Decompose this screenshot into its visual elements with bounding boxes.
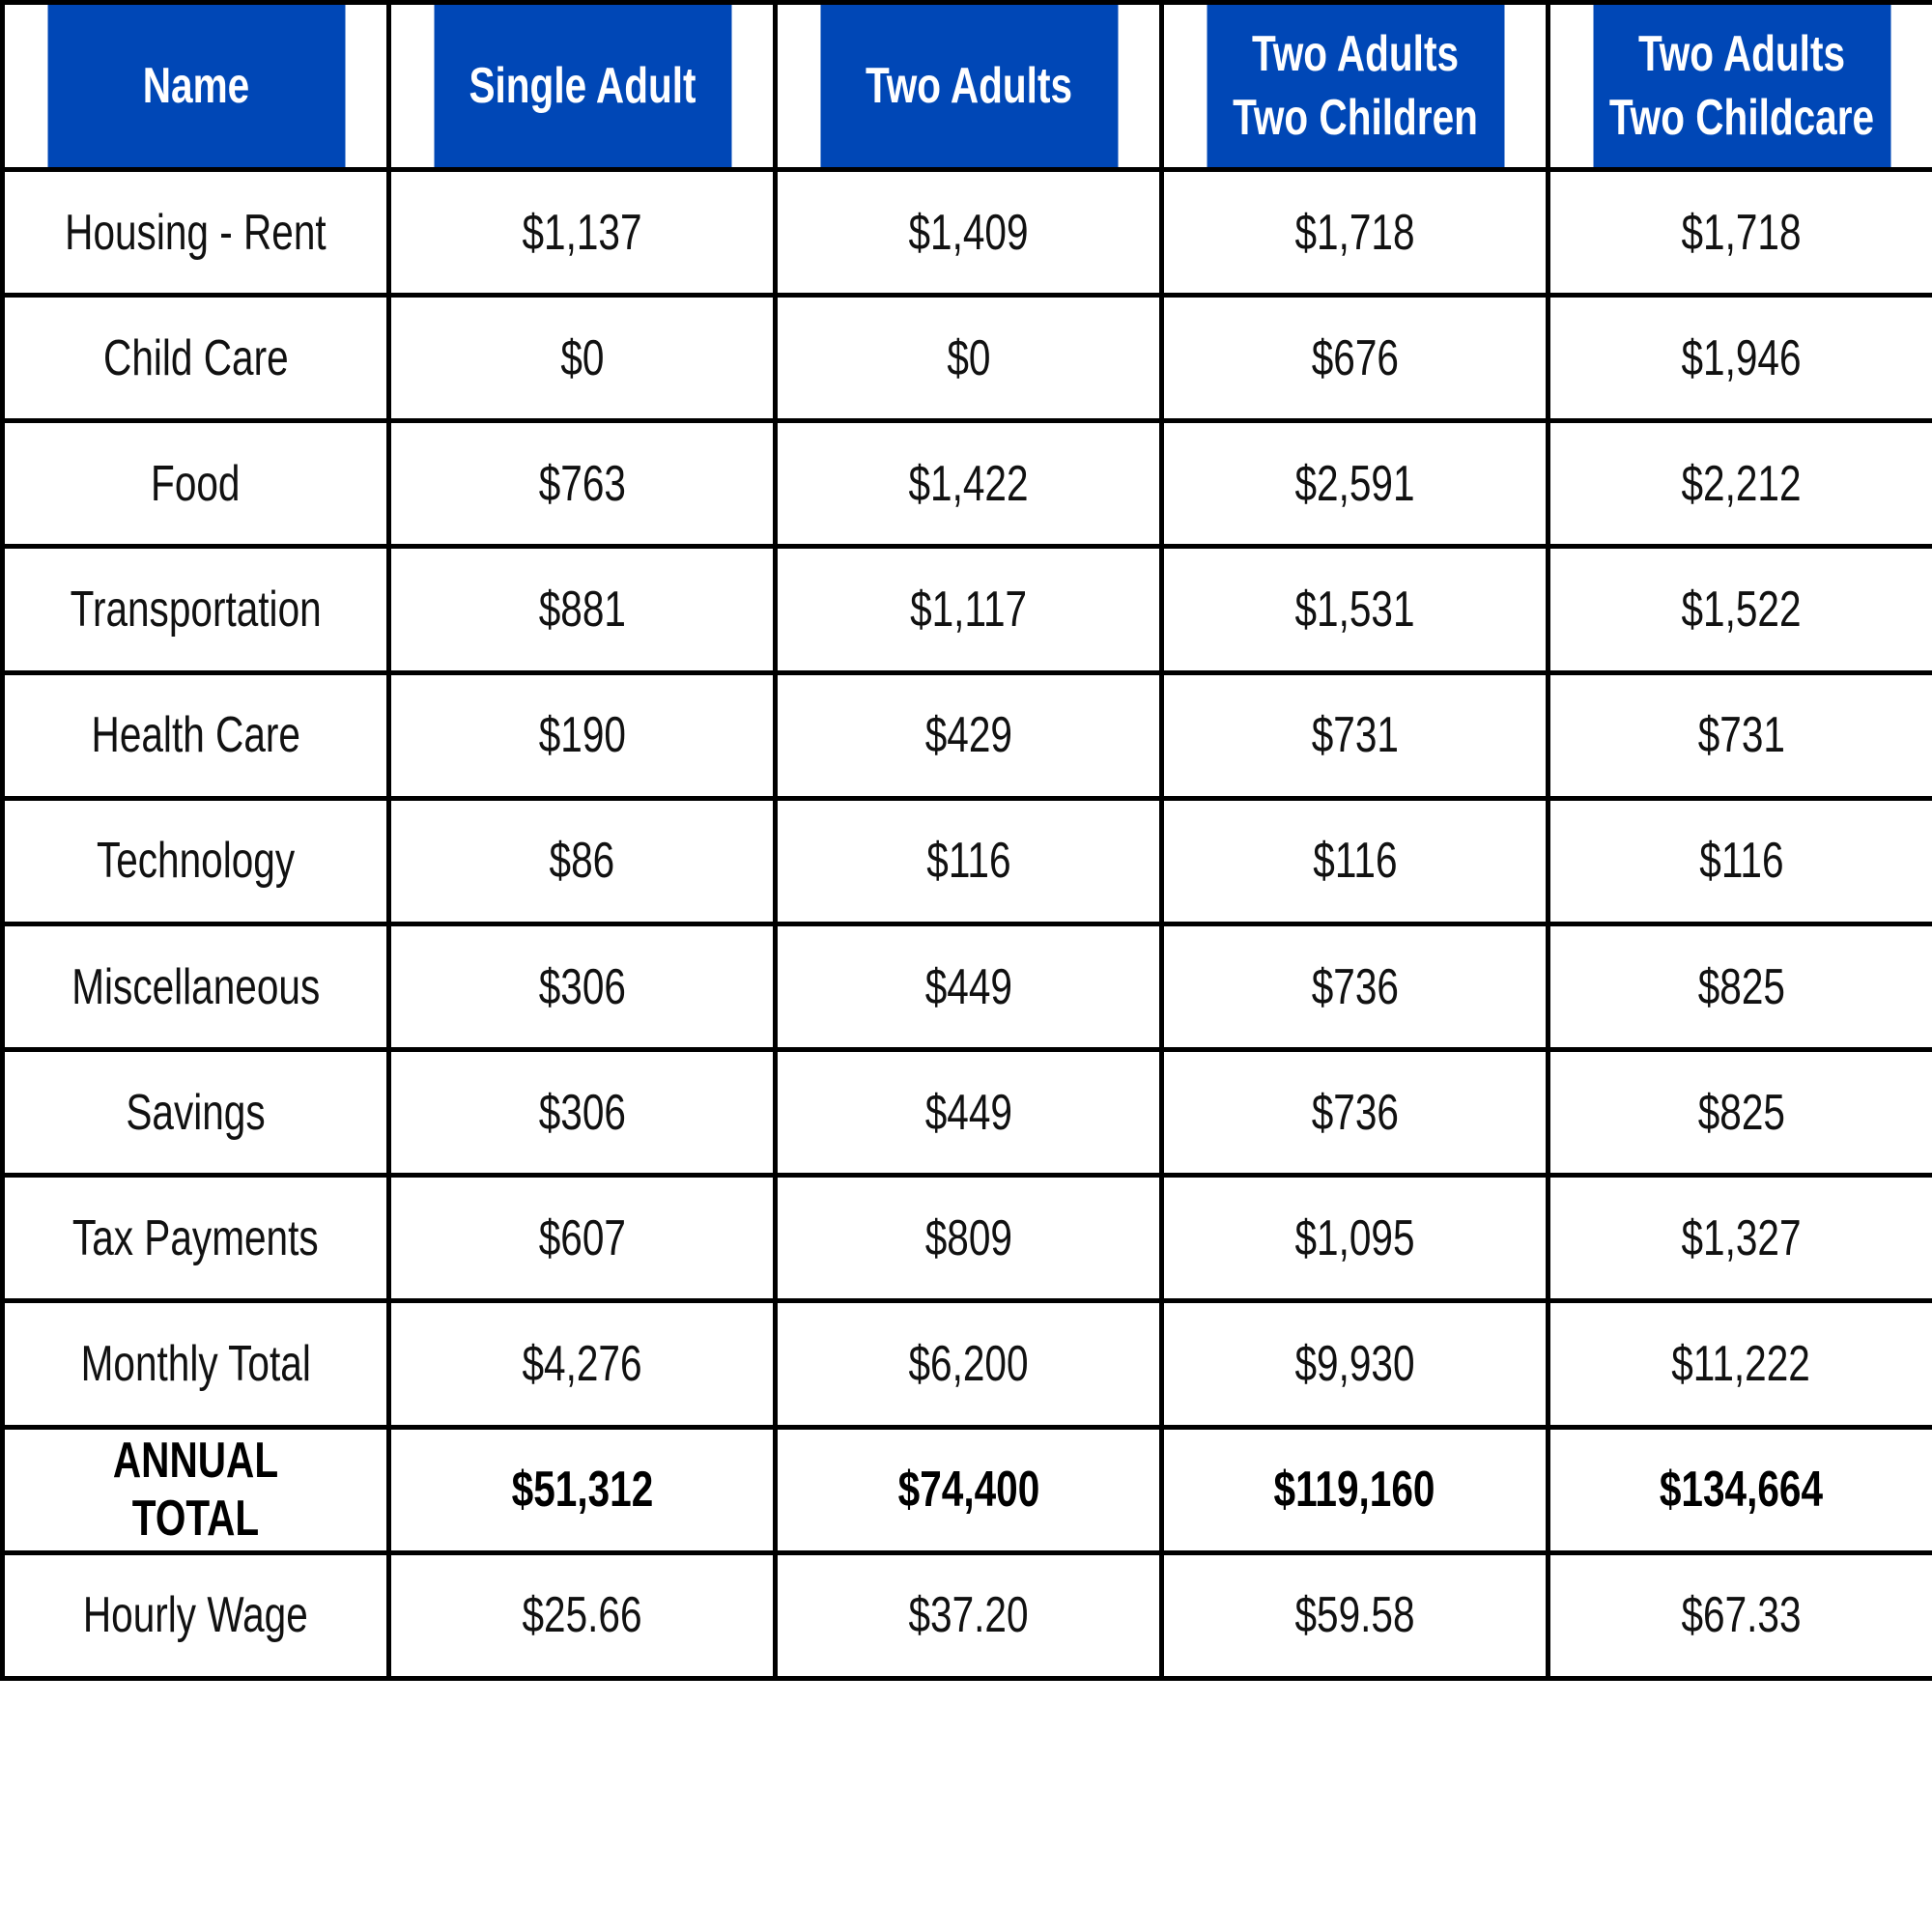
cell-value: $11,222: [1671, 1335, 1811, 1392]
cell-value: $676: [1311, 329, 1399, 386]
column-header-label: Two Adults Two Children: [1232, 26, 1478, 146]
value-cell: [1548, 1427, 1932, 1552]
cell-value: $190: [538, 707, 626, 764]
cell-value: $1,718: [1681, 204, 1802, 261]
cell-value: $1,946: [1681, 329, 1802, 386]
row-label: Housing - Rent: [65, 204, 327, 261]
cell-value: $607: [538, 1209, 626, 1266]
cell-value: $6,200: [908, 1335, 1029, 1392]
value-cell: [1162, 1427, 1548, 1552]
row-label-cell: [3, 1176, 389, 1301]
table-row: [3, 1552, 1932, 1678]
value-cell: [389, 170, 776, 296]
value-cell: [1548, 296, 1932, 421]
value-cell: [1548, 923, 1932, 1049]
value-cell: [1162, 1552, 1548, 1678]
table-row: [3, 798, 1932, 923]
row-label: Miscellaneous: [71, 958, 321, 1015]
value-cell: [1548, 672, 1932, 798]
row-label: Technology: [96, 833, 296, 890]
value-cell: [1162, 672, 1548, 798]
cell-value: $763: [538, 455, 626, 512]
row-label-cell: [3, 547, 389, 672]
cell-value: $0: [946, 329, 991, 386]
row-label: Savings: [126, 1084, 266, 1141]
cell-value: $825: [1697, 958, 1785, 1015]
cell-value: $1,409: [908, 204, 1029, 261]
header-row: [3, 3, 1932, 170]
value-cell: [1162, 1176, 1548, 1301]
column-header-label: Two Adults: [865, 58, 1072, 114]
column-header-name: [45, 3, 347, 170]
cell-value: $116: [925, 833, 1011, 890]
column-header-two-adults: [818, 3, 1120, 170]
table-row: [3, 672, 1932, 798]
value-cell: [389, 923, 776, 1049]
column-header-two-adults-two-children: [1205, 3, 1506, 170]
value-cell: [1162, 547, 1548, 672]
row-label-cell: [3, 672, 389, 798]
value-cell: [1162, 421, 1548, 547]
row-label: Child Care: [102, 329, 289, 386]
value-cell: [389, 296, 776, 421]
table-row: [3, 170, 1932, 296]
row-label: Tax Payments: [72, 1209, 319, 1266]
cell-value: $1,137: [522, 204, 642, 261]
value-cell: [389, 1050, 776, 1176]
row-label: Transportation: [70, 582, 322, 639]
value-cell: [776, 798, 1162, 923]
value-cell: [389, 1301, 776, 1427]
cell-value: $449: [924, 958, 1012, 1015]
value-cell: [389, 1552, 776, 1678]
table-row: [3, 1176, 1932, 1301]
cell-value: $736: [1311, 1084, 1399, 1141]
row-label: Hourly Wage: [83, 1587, 308, 1644]
column-header-label: Name: [142, 58, 249, 114]
cell-value: $9,930: [1294, 1335, 1415, 1392]
value-cell: [1162, 170, 1548, 296]
cell-value: $809: [924, 1209, 1012, 1266]
value-cell: [1548, 1176, 1932, 1301]
value-cell: [1548, 170, 1932, 296]
cell-value: $1,327: [1681, 1209, 1802, 1266]
row-label-cell: [3, 1050, 389, 1176]
cell-value: $116: [1312, 833, 1398, 890]
value-cell: [776, 296, 1162, 421]
row-label: ANNUAL TOTAL: [112, 1433, 279, 1548]
table-row: [3, 1301, 1932, 1427]
row-label-cell: [3, 1427, 389, 1552]
cell-value: $37.20: [908, 1587, 1029, 1644]
cell-value: $4,276: [522, 1335, 642, 1392]
cell-value: $1,531: [1294, 582, 1415, 639]
value-cell: [389, 798, 776, 923]
column-header-label: Two Adults Two Childcare: [1608, 26, 1874, 146]
row-label-cell: [3, 296, 389, 421]
row-label-cell: [3, 170, 389, 296]
value-cell: [776, 170, 1162, 296]
cell-value: $116: [1698, 833, 1784, 890]
column-header-single-adult: [432, 3, 733, 170]
cell-value: $1,522: [1681, 582, 1802, 639]
cell-value: $2,591: [1294, 455, 1415, 512]
row-label: Food: [151, 455, 241, 512]
value-cell: [389, 1427, 776, 1552]
table-row: [3, 1427, 1932, 1552]
cell-value: $1,718: [1294, 204, 1415, 261]
cell-value: $306: [538, 958, 626, 1015]
column-header-two-adults-two-childcare: [1591, 3, 1892, 170]
value-cell: [389, 421, 776, 547]
value-cell: [1548, 1552, 1932, 1678]
cell-value: $119,160: [1274, 1462, 1435, 1519]
row-label-cell: [3, 1552, 389, 1678]
value-cell: [776, 1427, 1162, 1552]
value-cell: [389, 547, 776, 672]
table-header: [3, 3, 1932, 170]
cell-value: $731: [1311, 707, 1399, 764]
row-label-cell: [3, 421, 389, 547]
cell-value: $736: [1311, 958, 1399, 1015]
table-row: [3, 421, 1932, 547]
row-label-cell: [3, 798, 389, 923]
value-cell: [1548, 1050, 1932, 1176]
cell-value: $306: [538, 1084, 626, 1141]
value-cell: [776, 1301, 1162, 1427]
cell-value: $51,312: [511, 1462, 653, 1519]
row-label: Monthly Total: [80, 1335, 311, 1392]
table-row: [3, 296, 1932, 421]
value-cell: [1548, 547, 1932, 672]
value-cell: [389, 1176, 776, 1301]
table-row: [3, 547, 1932, 672]
cell-value: $134,664: [1659, 1462, 1824, 1519]
table-body: [3, 170, 1932, 1679]
cell-value: $59.58: [1294, 1587, 1415, 1644]
value-cell: [1162, 923, 1548, 1049]
cell-value: $429: [924, 707, 1012, 764]
row-label-cell: [3, 923, 389, 1049]
value-cell: [1162, 798, 1548, 923]
value-cell: [389, 672, 776, 798]
cell-value: $0: [559, 329, 605, 386]
value-cell: [1548, 798, 1932, 923]
cell-value: $1,095: [1294, 1209, 1415, 1266]
cell-value: $86: [549, 833, 615, 890]
value-cell: [1162, 1050, 1548, 1176]
cell-value: $2,212: [1681, 455, 1802, 512]
cell-value: $825: [1697, 1084, 1785, 1141]
value-cell: [776, 1176, 1162, 1301]
value-cell: [776, 421, 1162, 547]
cell-value: $1,422: [908, 455, 1029, 512]
value-cell: [776, 547, 1162, 672]
cell-value: $881: [538, 582, 626, 639]
value-cell: [776, 1050, 1162, 1176]
cell-value: $1,117: [909, 582, 1028, 639]
row-label-cell: [3, 1301, 389, 1427]
value-cell: [1548, 1301, 1932, 1427]
cell-value: $731: [1697, 707, 1785, 764]
cell-value: $25.66: [522, 1587, 642, 1644]
cell-value: $74,400: [897, 1462, 1039, 1519]
cell-value: $67.33: [1681, 1587, 1802, 1644]
table-row: [3, 1050, 1932, 1176]
value-cell: [776, 672, 1162, 798]
cell-value: $449: [924, 1084, 1012, 1141]
row-label: Health Care: [91, 707, 300, 764]
value-cell: [776, 923, 1162, 1049]
value-cell: [776, 1552, 1162, 1678]
value-cell: [1162, 296, 1548, 421]
table-row: [3, 923, 1932, 1049]
value-cell: [1548, 421, 1932, 547]
column-header-label: Single Adult: [468, 58, 696, 114]
value-cell: [1162, 1301, 1548, 1427]
